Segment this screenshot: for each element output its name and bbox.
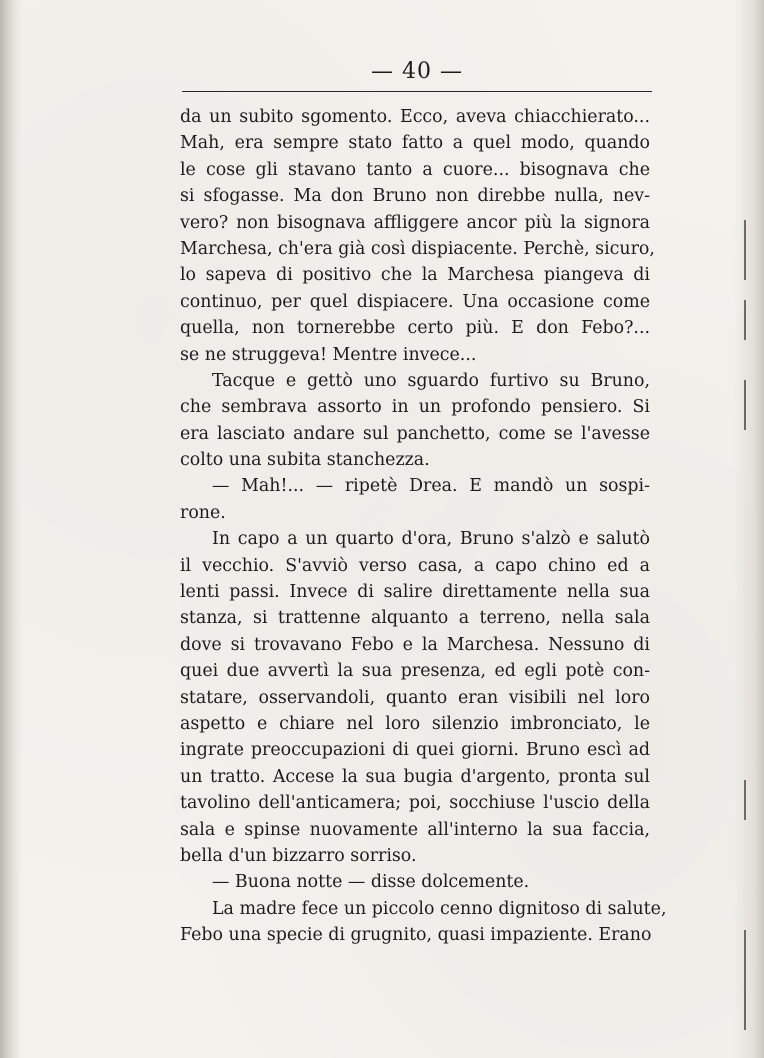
text-line: si sfogasse. Ma don Bruno non direbbe nulla, nev- bbox=[180, 186, 650, 207]
text-line: — Buona notte — disse dolcemente. bbox=[212, 872, 530, 893]
binding-crease bbox=[744, 780, 746, 820]
text-line: che sembrava assorto in un profondo pensiero. Si bbox=[180, 397, 650, 418]
text-line: quella, non tornerebbe certo più. E don Febo?... bbox=[180, 318, 650, 339]
page-right-edge-shadow bbox=[734, 0, 764, 1058]
text-line: il vecchio. S'avviò verso casa, a capo chino ed a bbox=[180, 555, 650, 576]
binding-crease bbox=[744, 930, 746, 1030]
text-line: sala e spinse nuovamente all'interno la sua faccia, bbox=[180, 819, 650, 840]
text-line: rone. bbox=[180, 502, 226, 523]
text-line: aspetto e chiare nel loro silenzio imbronciato, le bbox=[180, 713, 650, 734]
text-line: In capo a un quarto d'ora, Bruno s'alzò e salutò bbox=[212, 529, 650, 550]
text-line: La madre fece un piccolo cenno dignitoso di salute, bbox=[212, 898, 667, 919]
text-line: statare, osservandoli, quanto eran visibili nel loro bbox=[180, 687, 650, 708]
binding-crease bbox=[744, 220, 746, 280]
text-line: da un subito sgomento. Ecco, aveva chiacchierato... bbox=[180, 107, 650, 127]
text-line: lenti passi. Invece di salire direttamente nella sua bbox=[180, 582, 650, 603]
page-header bbox=[182, 58, 652, 86]
text-line: continuo, per quel dispiacere. Una occasione come bbox=[180, 291, 650, 312]
binding-crease bbox=[744, 300, 746, 340]
text-line: Mah, era sempre stato fatto a quel modo, quando bbox=[180, 133, 650, 154]
text-line: un tratto. Accese la sua bugia d'argento, pronta sul bbox=[180, 766, 650, 787]
text-line: lo sapeva di positivo che la Marchesa piangeva di bbox=[180, 265, 650, 286]
header-rule bbox=[182, 91, 652, 92]
text-line: Tacque e gettò uno sguardo furtivo su Bruno, bbox=[212, 370, 650, 391]
text-line: Marchesa, ch'era già così dispiacente. Perchè, sicuro, bbox=[180, 238, 655, 259]
text-line: tavolino dell'anticamera; poi, socchiuse l'uscio della bbox=[180, 793, 650, 814]
text-line: Febo una specie di grugnito, quasi impaziente. Erano bbox=[180, 925, 652, 946]
text-line: vero? non bisognava affliggere ancor più la signora bbox=[180, 212, 650, 233]
page-number: — 40 — bbox=[371, 59, 463, 84]
body-text bbox=[180, 104, 667, 949]
text-line: era lasciato andare sul panchetto, come se l'avesse bbox=[180, 423, 650, 444]
text-line: quei due avvertì la sua presenza, ed egli potè con- bbox=[180, 661, 650, 682]
binding-crease bbox=[744, 380, 746, 430]
text-line: colto una subita stanchezza. bbox=[180, 450, 430, 471]
text-line: stanza, si trattenne alquanto a terreno, nella sala bbox=[180, 608, 650, 629]
page-left-edge-shadow bbox=[0, 0, 22, 1058]
text-line: dove si trovavano Febo e la Marchesa. Nessuno di bbox=[180, 634, 650, 655]
text-line: se ne struggeva! Mentre invece... bbox=[180, 344, 477, 365]
text-line: ingrate preoccupazioni di quei giorni. Bruno escì ad bbox=[180, 740, 650, 761]
text-line: — Mah!... — ripetè Drea. E mandò un sospi- bbox=[212, 476, 650, 497]
text-line: bella d'un bizzarro sorriso. bbox=[180, 845, 417, 866]
text-line: le cose gli stavano tanto a cuore... bisognava che bbox=[180, 159, 650, 180]
